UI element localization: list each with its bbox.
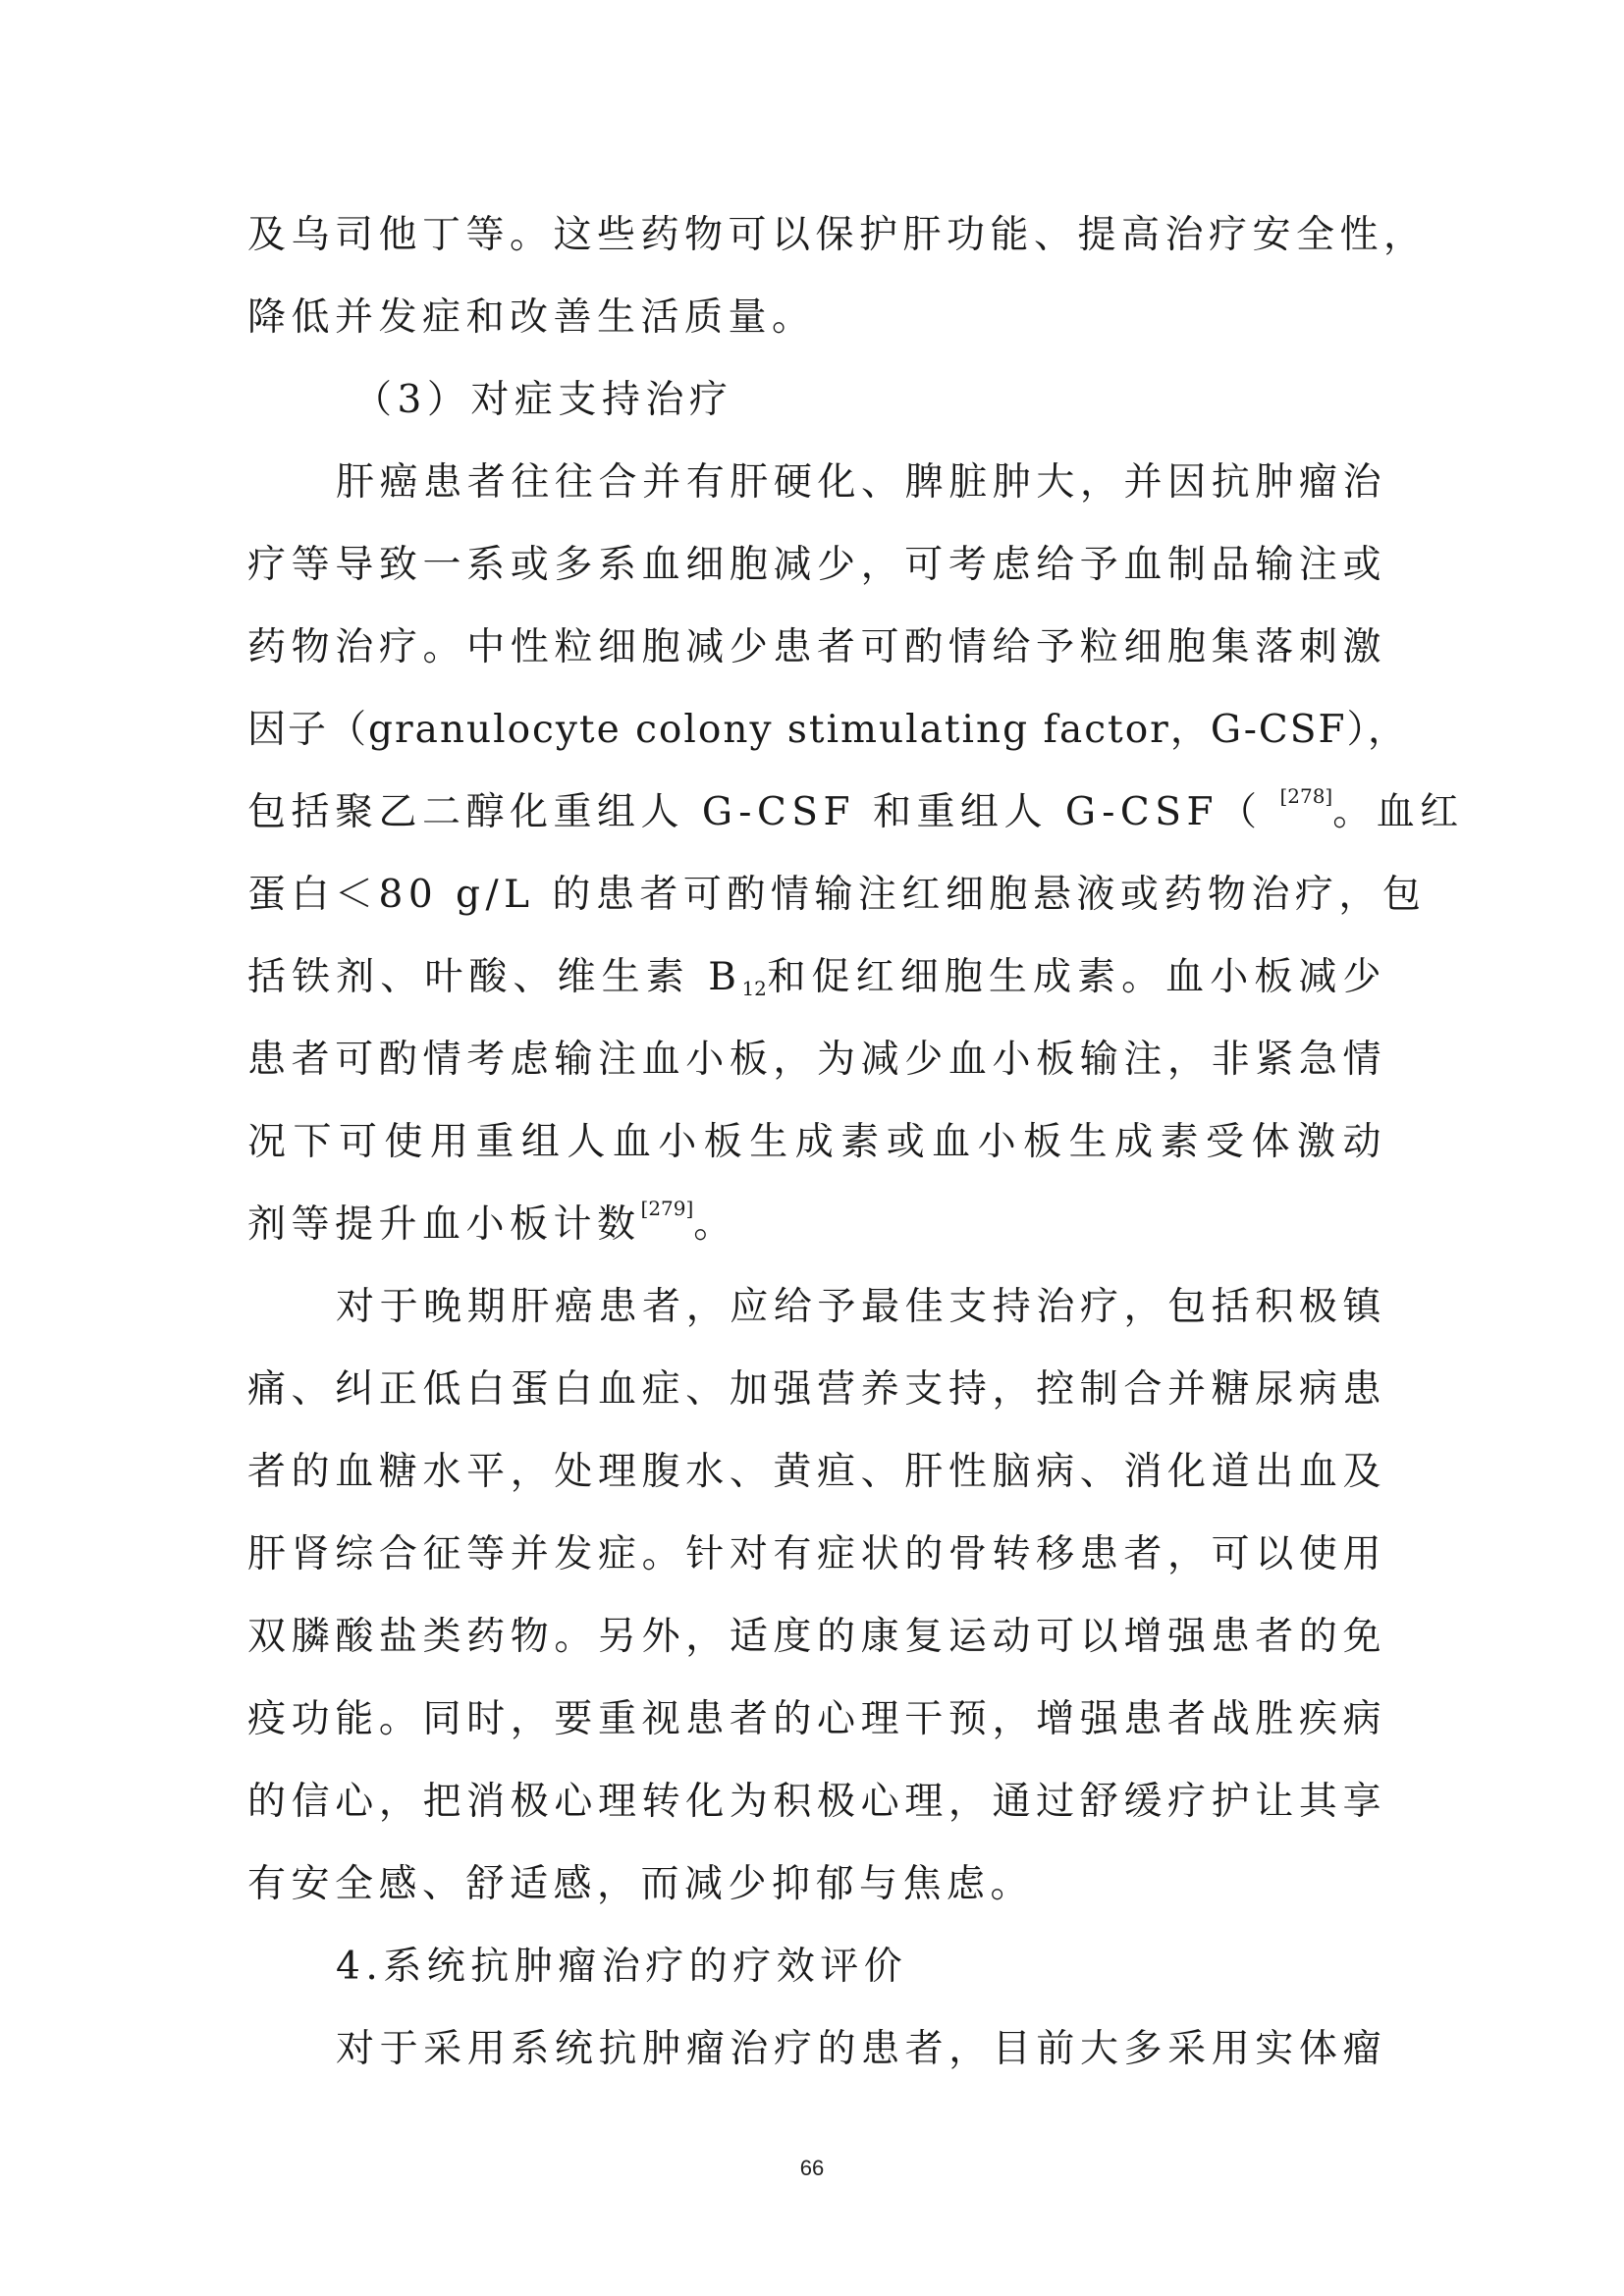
paragraph-2-line-5: 双膦酸盐类药物。另外，适度的康复运动可以增强患者的免 [247,1615,1386,1659]
paragraph-1-line-7 [247,948,1386,1007]
paragraph-1-line-8: 患者可酌情考虑输注血小板，为减少血小板输注，非紧急情 [247,1038,1386,1082]
paragraph-1-line-10 [247,1196,737,1255]
paragraph-2-line-4: 肝肾综合征等并发症。针对有症状的骨转移患者，可以使用 [247,1532,1386,1576]
paragraph-1-line-6: 蛋白＜80 g/L 的患者可酌情输注红细胞悬液或药物治疗，包 [247,873,1427,917]
line-5-text-b: 。血红 [1332,790,1464,834]
vitamin-subscript: 12 [741,977,767,1000]
paragraph-2-line-7: 的信心，把消极心理转化为积极心理，通过舒缓疗护让其享 [247,1780,1386,1824]
page-number: 66 [799,2156,825,2180]
line-10-text-b: 。 [693,1202,737,1247]
section-subheading: （3）对症支持治疗 [353,378,733,422]
paragraph-1-line-9: 况下可使用重组人血小板生成素或血小板生成素受体激动 [247,1120,1386,1164]
paragraph-3-line-1: 对于采用系统抗肿瘤治疗的患者，目前大多采用实体瘤 [336,2027,1386,2071]
paragraph-2-line-2: 痛、纠正低白蛋白血症、加强营养支持，控制合并糖尿病患 [247,1367,1386,1412]
citation-279: [279] [640,1197,694,1220]
paragraph-2-line-1: 对于晚期肝癌患者，应给予最佳支持治疗，包括积极镇 [336,1285,1386,1329]
line-7-text-a: 括铁剂、叶酸、维生素 B [247,955,742,999]
paragraph-2-line-3: 者的血糖水平，处理腹水、黄疸、肝性脑病、消化道出血及 [247,1450,1386,1494]
line-10-text-a: 剂等提升血小板计数 [247,1202,641,1247]
paragraph-1-line-2: 疗等导致一系或多系血细胞减少，可考虑给予血制品输注或 [247,543,1386,587]
text-line-1: 及乌司他丁等。这些药物可以保护肝功能、提高治疗安全性， [247,213,1428,257]
citation-278: [278] [1279,784,1333,808]
section-heading: 4.系统抗肿瘤治疗的疗效评价 [336,1945,908,1989]
paragraph-1-line-1: 肝癌患者往往合并有肝硬化、脾脏肿大，并因抗肿瘤治 [336,460,1386,505]
paragraph-1-line-5 [247,783,1464,842]
paragraph-2-line-6: 疫功能。同时，要重视患者的心理干预，增强患者战胜疾病 [247,1697,1386,1741]
line-5-text-a: 包括聚乙二醇化重组人 G-CSF 和重组人 G-CSF（ [247,790,1280,834]
paragraph-2-line-8: 有安全感、舒适感，而减少抑郁与焦虑。 [247,1862,1035,1906]
paragraph-1-line-3: 药物治疗。中性粒细胞减少患者可酌情给予粒细胞集落刺激 [247,625,1386,669]
paragraph-1-line-4: 因子（granulocyte colony stimulating factor，G-CSF）， [247,708,1409,752]
line-7-text-b: 和促红细胞生成素。血小板减少 [766,955,1386,999]
text-line-2: 降低并发症和改善生活质量。 [247,295,816,340]
